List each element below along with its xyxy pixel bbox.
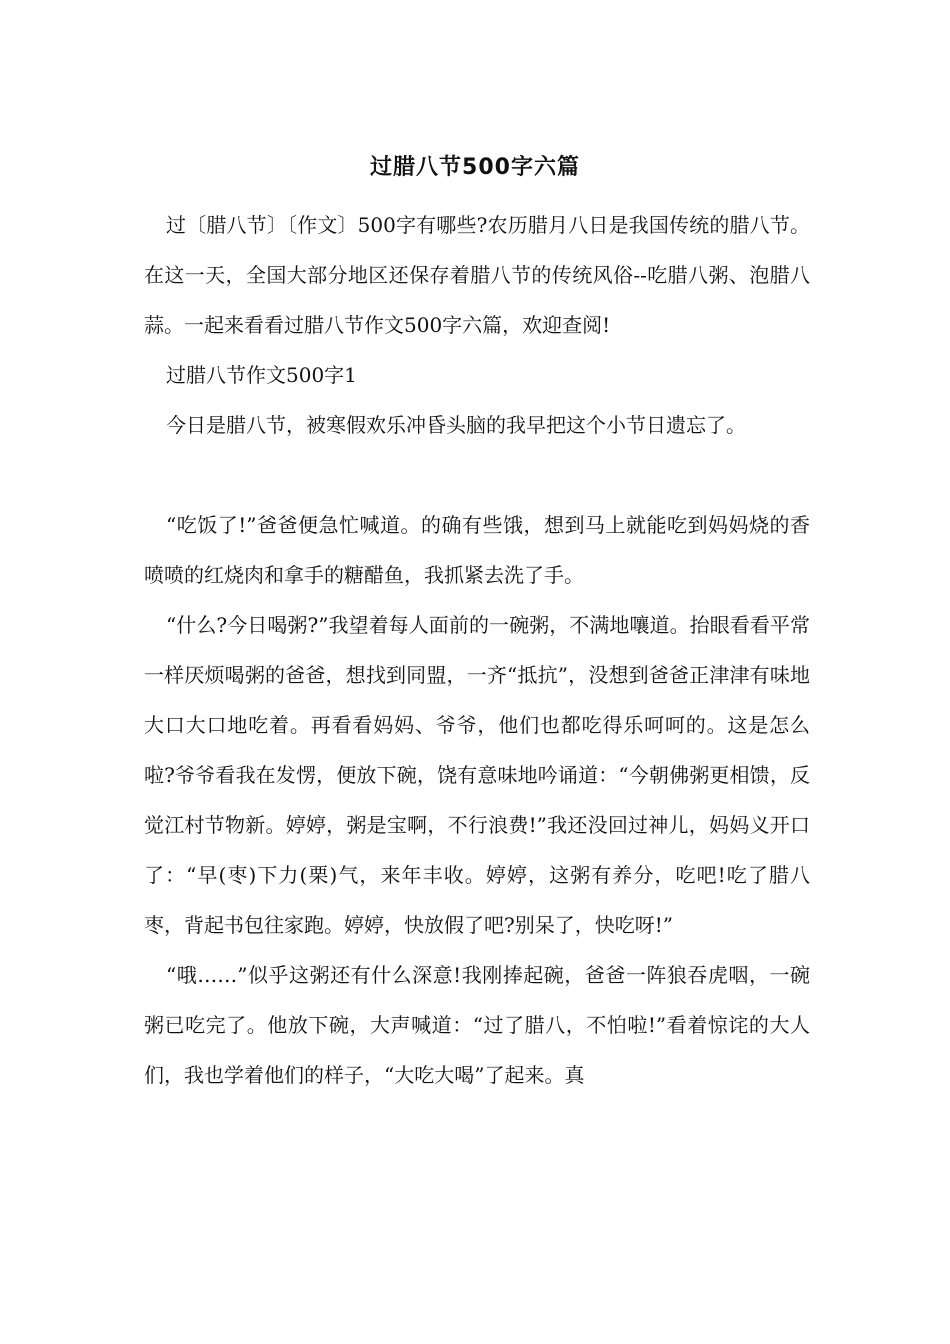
body-paragraph: 今日是腊八节，被寒假欢乐冲昏头脑的我早把这个小节日遗忘了。 [166,413,746,437]
document-title: 过腊八节500字六篇 [370,155,580,180]
body-paragraph: “什么?今日喝粥?”我望着每人面前的一碗粥，不满地嚷道。抬眼看看平常一样厌烦喝粥的爸爸，想找到同盟，一齐“抵抗”，没想到爸爸正津津有味地大口大口地吃着。再看看妈妈、爷爷，他们也都吃得乐呵呵的。这是怎么啦?爷爷看我在发愣，便放下碗，饶有意味地吟诵道：“今朝佛粥更相馈，反觉江村节物新。婷婷，粥是宝啊，不行浪费!”我还没回过神儿，妈妈义开口了：“早(枣)下力(栗)气，来年丰收。婷婷，这粥有养分，吃吧!吃了腊八枣，背起书包往家跑。婷婷，快放假了吧?别呆了，快吃呀!” [144,613,810,937]
body-paragraph: “哦……”似乎这粥还有什么深意!我刚捧起碗，爸爸一阵狼吞虎咽，一碗粥已吃完了。他放下碗，大声喊道：“过了腊八，不怕啦!”看着惊诧的大人们，我也学着他们的样子，“大吃大喝”了起来。真 [144,963,810,1087]
section-heading: 过腊八节作文500字1 [166,363,357,387]
body-paragraph: “吃饭了!”爸爸便急忙喊道。的确有些饿，想到马上就能吃到妈妈烧的香喷喷的红烧肉和拿手的糖醋鱼，我抓紧去洗了手。 [144,513,810,587]
document-body [144,200,810,1100]
intro-paragraph: 过〔腊八节〕〔作文〕500字有哪些?农历腊月八日是我国传统的腊八节。在这一天，全国大部分地区还保存着腊八节的传统风俗--吃腊八粥、泡腊八蒜。一起来看看过腊八节作文500字六篇，欢迎查阅! [144,213,810,337]
